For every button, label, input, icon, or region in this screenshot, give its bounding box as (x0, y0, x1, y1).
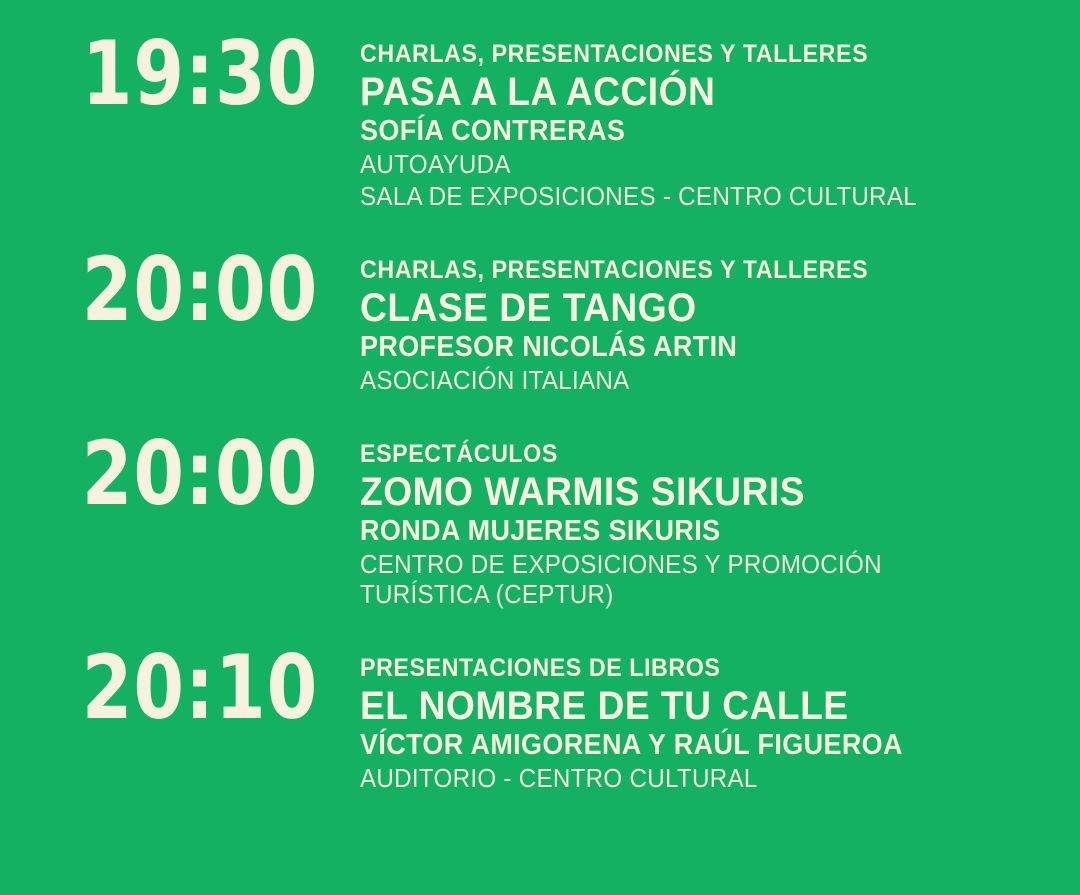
event-time: 20:10 (81, 635, 319, 739)
event-category: CHARLAS, PRESENTACIONES Y TALLERES (360, 255, 869, 284)
event-time: 19:30 (81, 22, 319, 125)
event-title: ZOMO WARMIS SIKURIS (360, 469, 805, 514)
event-performer: SOFÍA CONTRERAS (360, 115, 626, 147)
event-time: 20:00 (81, 237, 319, 341)
event-category: CHARLAS, PRESENTACIONES Y TALLERES (360, 40, 869, 68)
event-performer: VÍCTOR AMIGORENA Y RAÚL FIGUEROA (360, 728, 903, 761)
event-details (360, 632, 1040, 794)
event-performer: PROFESOR NICOLÁS ARTIN (360, 330, 738, 363)
schedule-event (40, 18, 1040, 212)
event-time: 20:00 (81, 421, 319, 525)
event-details (360, 234, 1040, 396)
schedule-event (40, 632, 1040, 794)
event-title: EL NOMBRE DE TU CALLE (360, 683, 849, 728)
schedule-event (40, 418, 1040, 610)
event-organization: CENTRO DE EXPOSICIONES Y PROMOCIÓN TURÍSTICA (CEPTUR) (360, 549, 882, 609)
event-details (360, 18, 1040, 212)
event-title: CLASE DE TANGO (360, 285, 697, 330)
event-category: ESPECTÁCULOS (360, 439, 558, 468)
event-organization: AUDITORIO - CENTRO CULTURAL (360, 763, 758, 793)
event-details (360, 418, 1040, 610)
schedule-event (40, 234, 1040, 396)
event-organization: AUTOAYUDA (360, 149, 511, 180)
event-performer: RONDA MUJERES SIKURIS (360, 514, 721, 547)
event-organization: ASOCIACIÓN ITALIANA (360, 365, 630, 396)
event-venue: SALA DE EXPOSICIONES - CENTRO CULTURAL (360, 181, 918, 212)
event-title: PASA A LA ACCIÓN (360, 70, 716, 114)
event-category: PRESENTACIONES DE LIBROS (360, 653, 721, 682)
